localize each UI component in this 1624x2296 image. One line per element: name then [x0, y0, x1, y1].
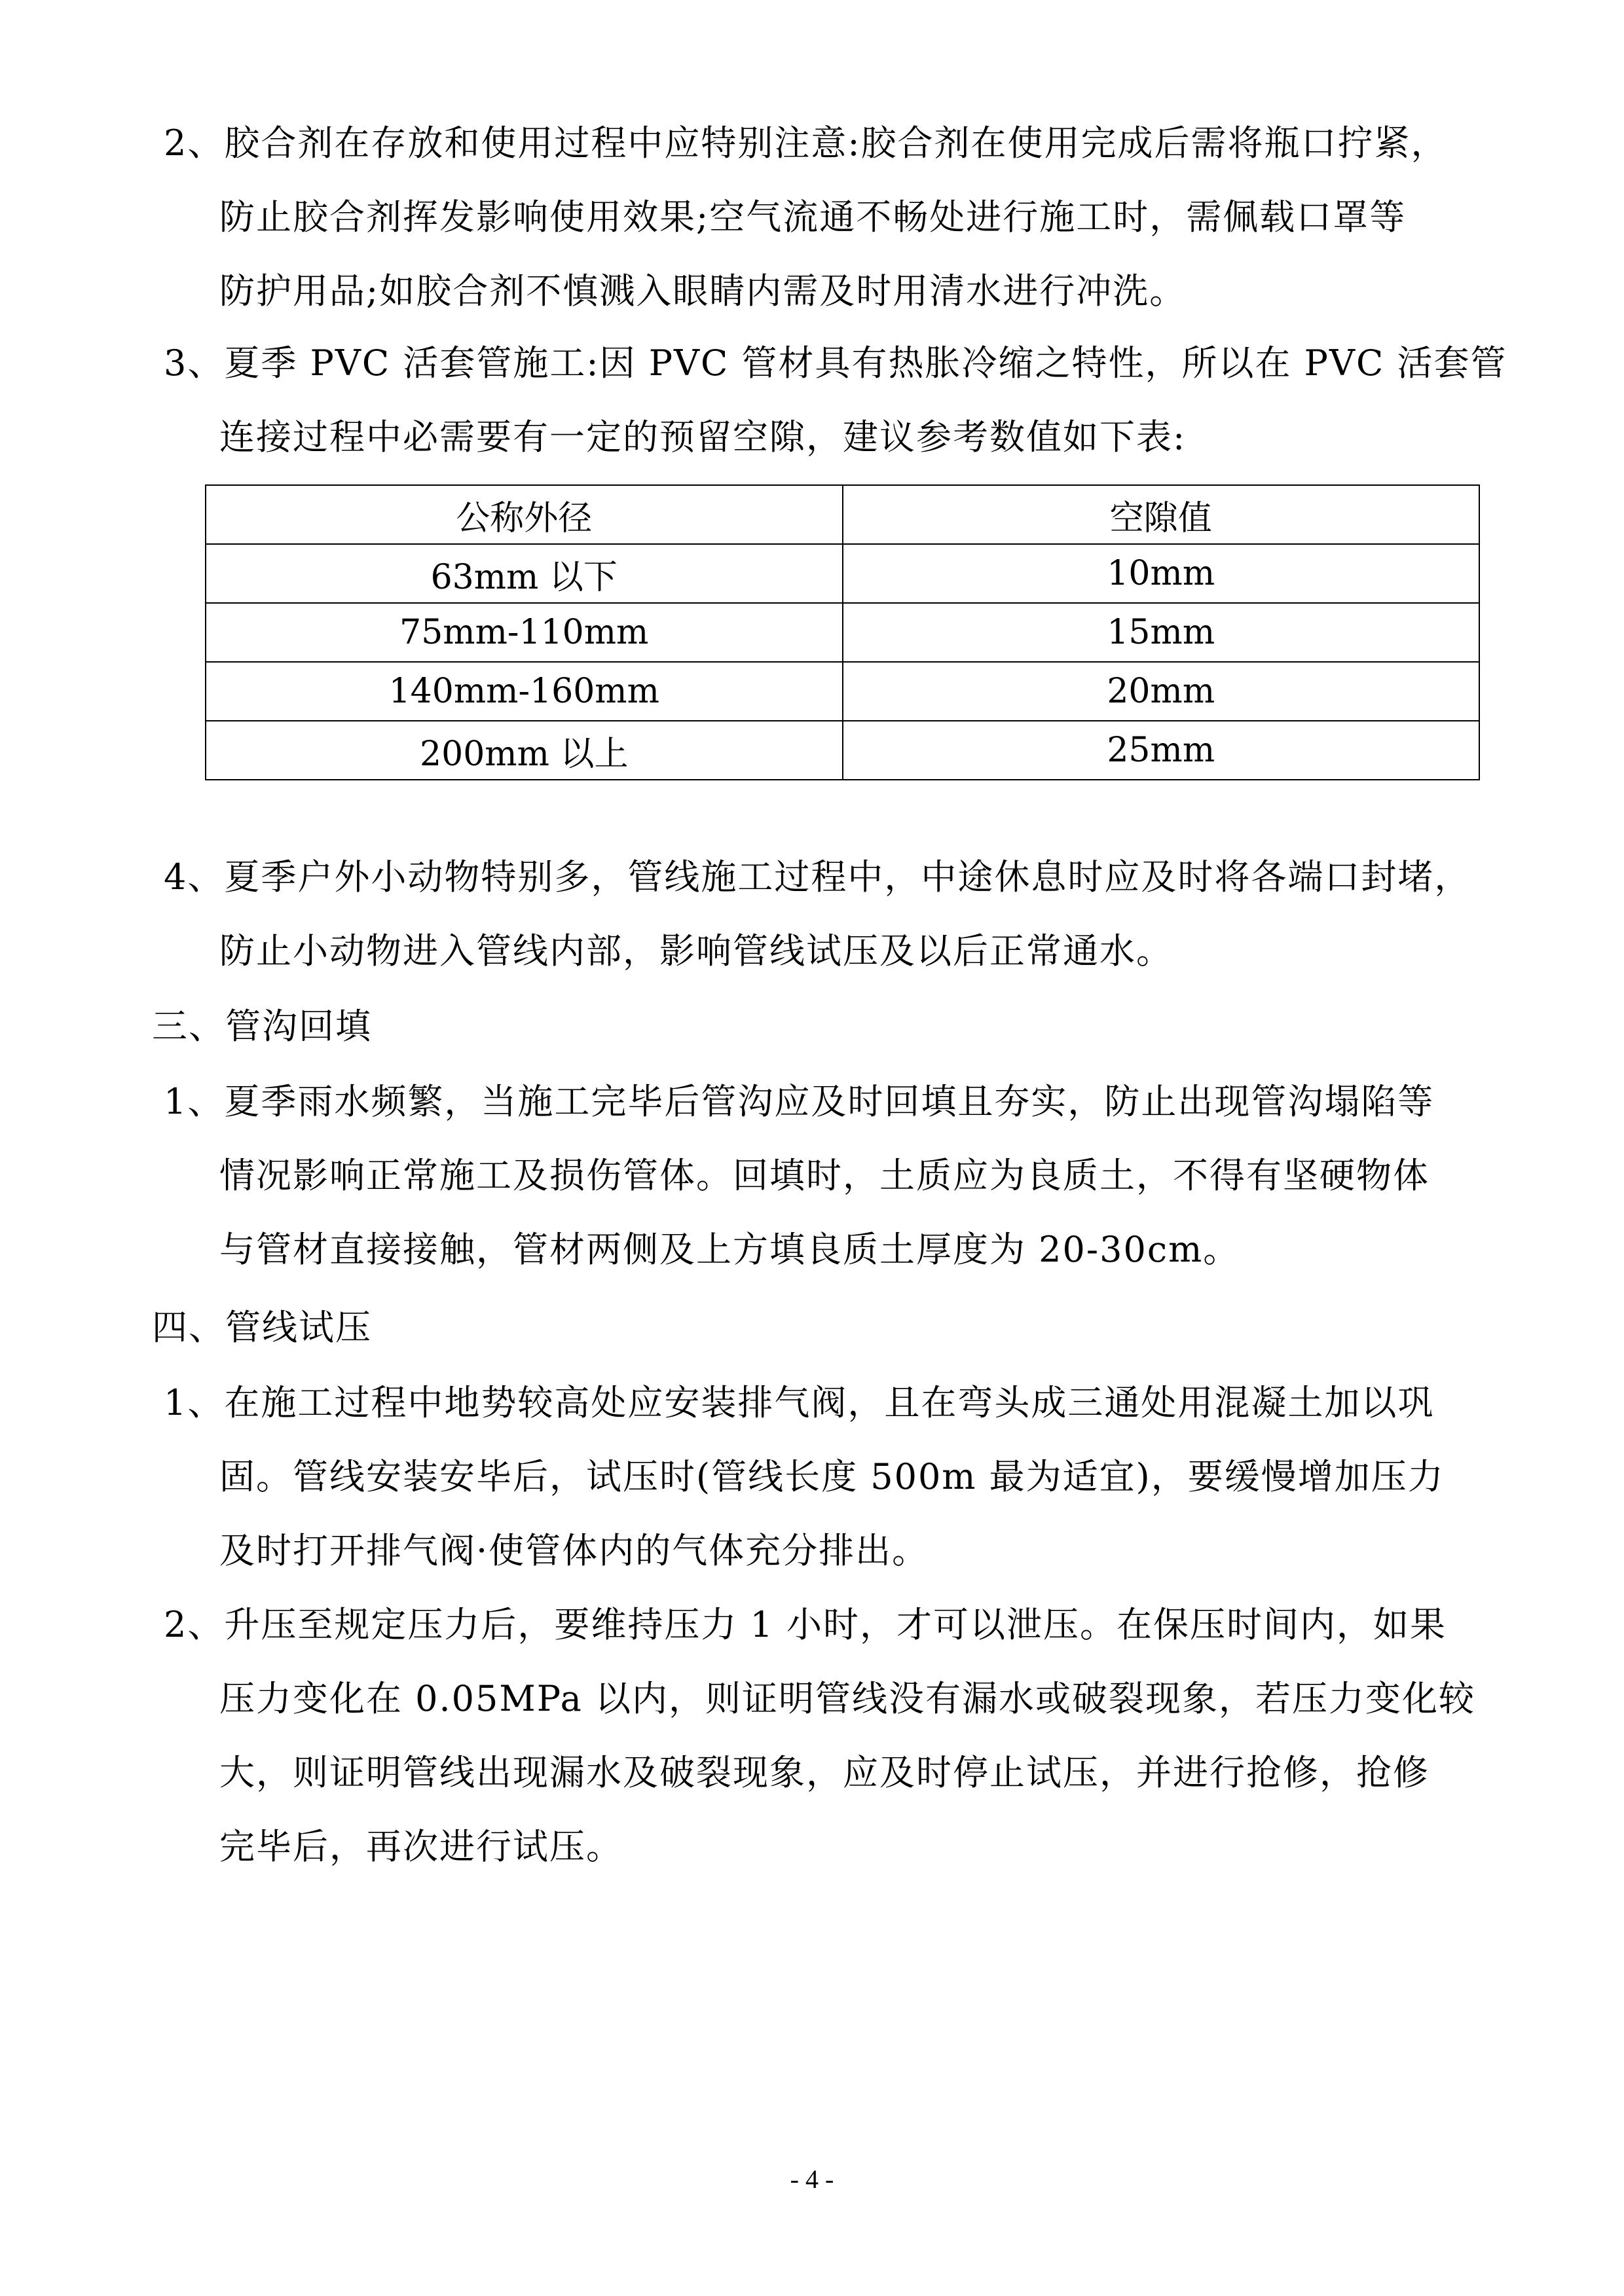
paragraph-line: 完毕后，再次进行试压。 [219, 1826, 623, 1867]
table-row [206, 662, 1479, 721]
paragraph-line: 3、夏季 PVC 活套管施工:因 PVC 管材具有热胀冷缩之特性，所以在 PVC 活套管 [164, 342, 1507, 384]
paragraph-line: 大，则证明管线出现漏水及破裂现象，应及时停止试压，并进行抢修，抢修 [219, 1752, 1430, 1793]
table-cell-diameter: 140mm-160mm [206, 662, 843, 721]
table-header-cell: 公称外径 [206, 485, 843, 544]
paragraph-line: 及时打开排气阀·使管体内的气体充分排出。 [219, 1530, 929, 1571]
table-cell-gap: 20mm [843, 662, 1480, 721]
table-cell-diameter: 75mm-110mm [206, 603, 843, 662]
paragraph-line: 防止小动物进入管线内部，影响管线试压及以后正常通水。 [219, 930, 1173, 972]
paragraph-pressure-item-2 [164, 1588, 1475, 1884]
paragraph-item-4 [164, 840, 1471, 988]
table-header-row [206, 485, 1479, 544]
table-row [206, 721, 1479, 780]
paragraph-line: 1、夏季雨水频繁，当施工完毕后管沟应及时回填且夯实，防止出现管沟塌陷等 [164, 1081, 1435, 1122]
table-row [206, 603, 1479, 662]
paragraph-line: 1、在施工过程中地势较高处应安装排气阀，且在弯头成三通处用混凝土加以巩 [164, 1382, 1435, 1423]
paragraph-item-2 [164, 106, 1448, 328]
paragraph-line: 压力变化在 0.05MPa 以内，则证明管线没有漏水或破裂现象，若压力变化较 [219, 1678, 1475, 1719]
paragraph-line: 2、升压至规定压力后，要维持压力 1 小时，才可以泄压。在保压时间内，如果 [164, 1604, 1447, 1645]
paragraph-item-3 [164, 326, 1507, 474]
table-cell-gap: 25mm [843, 721, 1480, 780]
page-number: - 4 - [790, 2164, 834, 2194]
paragraph-line: 4、夏季户外小动物特别多，管线施工过程中，中途休息时应及时将各端口封堵， [164, 856, 1471, 898]
paragraph-line: 固。管线安装安毕后，试压时(管线长度 500m 最为适宜)，要缓慢增加压力 [219, 1456, 1445, 1497]
paragraph-line: 2、胶合剂在存放和使用过程中应特别注意:胶合剂在使用完成后需将瓶口拧紧， [164, 122, 1448, 164]
paragraph-line: 防护用品;如胶合剂不慎溅入眼睛内需及时用清水进行冲洗。 [219, 270, 1187, 312]
paragraph-pressure-item-1 [164, 1366, 1445, 1588]
paragraph-line: 连接过程中必需要有一定的预留空隙，建议参考数值如下表: [219, 416, 1187, 458]
paragraph-line: 防止胶合剂挥发影响使用效果;空气流通不畅处进行施工时，需佩载口罩等 [219, 196, 1407, 238]
table-cell-gap: 15mm [843, 603, 1480, 662]
gap-value-table [205, 484, 1480, 780]
paragraph-backfill-item-1 [164, 1065, 1434, 1286]
section-heading: 三、管沟回填 [152, 1006, 372, 1047]
paragraph-line: 情况影响正常施工及损伤管体。回填时，土质应为良质土，不得有坚硬物体 [219, 1155, 1430, 1196]
table-cell-diameter: 200mm 以上 [206, 721, 843, 780]
table-cell-gap: 10mm [843, 544, 1480, 603]
paragraph-line: 与管材直接接触，管材两侧及上方填良质土厚度为 20-30cm。 [219, 1229, 1240, 1270]
section-heading: 四、管线试压 [152, 1307, 372, 1348]
table-cell-diameter: 63mm 以下 [206, 544, 843, 603]
table-row [206, 544, 1479, 603]
table-header-cell: 空隙值 [843, 485, 1480, 544]
